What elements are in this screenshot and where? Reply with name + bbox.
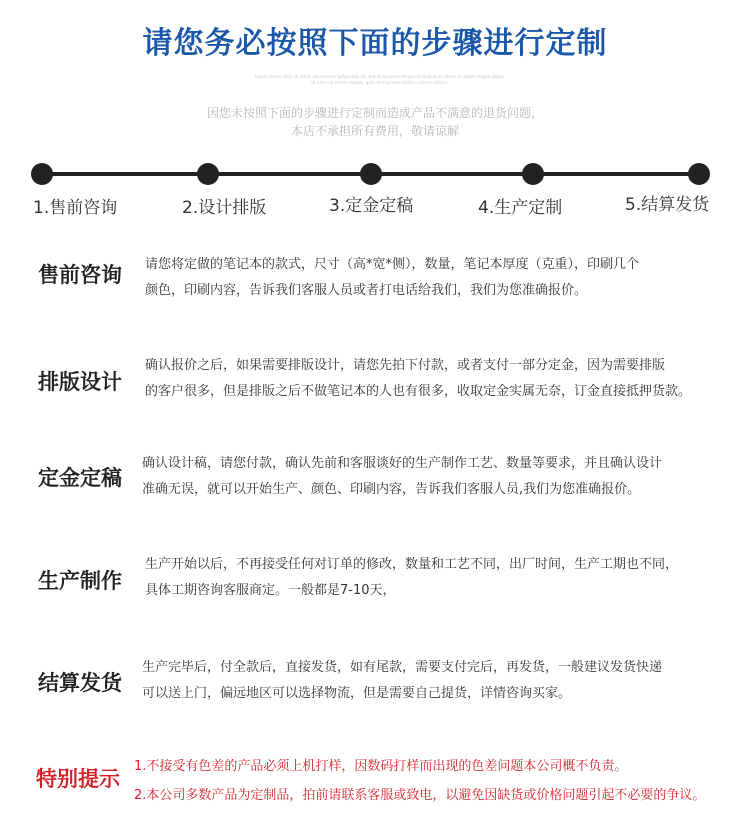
- timeline-label-4: 4.生产定制: [478, 198, 563, 218]
- timeline-label-1: 1.售前咨询: [33, 198, 118, 218]
- step-desc-consult: [145, 252, 745, 304]
- timeline-dot-5: [688, 163, 710, 185]
- step-desc-line: 生产开始以后，不再接受任何对订单的修改，数量和工艺不同，出厂时间，生产工期也不同，: [145, 557, 679, 572]
- step-desc-line: 的客户很多，但是排版之后不做笔记本的人也有很多，收取定金实属无奈，订金直接抵押货款。: [145, 384, 692, 399]
- special-notice-title: 特别提示: [36, 767, 120, 791]
- timeline-label-5: 5.结算发货: [625, 195, 710, 215]
- timeline-dot-3: [360, 163, 382, 185]
- step-desc-design: [145, 353, 745, 405]
- step-desc-shipping: [142, 655, 742, 707]
- step-desc-line: 确认报价之后，如果需要排版设计，请您先拍下付款，或者支付一部分定金，因为需要排版: [145, 358, 666, 373]
- disclaimer-line-2: 本店不承担所有费用，敬请谅解: [290, 124, 459, 138]
- timeline-dot-4: [522, 163, 544, 185]
- step-desc-deposit: [142, 451, 742, 503]
- timeline-dot-2: [197, 163, 219, 185]
- step-title-consult: 售前咨询: [38, 263, 122, 287]
- timeline-label-3: 3.定金定稿: [329, 196, 414, 216]
- step-title-design: 排版设计: [38, 370, 122, 394]
- step-desc-line: 请您将定做的笔记本的款式，尺寸（高*宽*侧），数量，笔记本厚度（克重），印刷几个: [145, 257, 640, 272]
- special-notice-line-1: 1.不接受有色差的产品必须上机打样，因数码打样而出现的色差问题本公司概不负责。: [134, 759, 628, 774]
- step-desc-line: 颜色，印刷内容，告诉我们客服人员或者打电话给我们，我们为您准确报价。: [145, 283, 588, 298]
- special-notice-text: [134, 752, 746, 810]
- step-desc-line: 确认设计稿，请您付款，确认先前和客服谈好的生产制作工艺、数量等要求，并且确认设计: [142, 456, 663, 471]
- timeline-dot-1: [31, 163, 53, 185]
- special-notice-line-2: 2.本公司多数产品为定制品，拍前请联系客服或致电，以避免因缺货或价格问题引起不必要的争议。: [134, 788, 706, 803]
- step-desc-line: 生产完毕后，付全款后，直接发货，如有尾款，需要支付完后，再发货，一般建议发货快递: [142, 660, 663, 675]
- step-desc-line: 准确无误，就可以开始生产、颜色、印刷内容，告诉我们客服人员,我们为您准确报价。: [142, 482, 641, 497]
- step-desc-production: [145, 552, 745, 604]
- step-title-production: 生产制作: [38, 569, 122, 593]
- timeline-label-2: 2.设计排版: [182, 198, 267, 218]
- page-title: 请您务必按照下面的步骤进行定制: [142, 26, 608, 61]
- process-timeline: [0, 160, 750, 220]
- step-title-shipping: 结算发货: [38, 671, 122, 695]
- step-title-deposit: 定金定稿: [38, 466, 122, 490]
- step-desc-line: 具体工期咨询客服商定。一般都是7-10天，: [145, 583, 396, 598]
- decorative-fineprint: Lorem ipsum dolor sit amet, consectetur adipiscing elit, sed do eiusmod tempor incididunt ut labore et dolore magna aliqua. Ut enim ad minim veniam, quis nostrud exercitation ullamco laboris.: [255, 74, 505, 85]
- disclaimer-line-1: 因您未按照下面的步骤进行定制而造成产品不满意的退货问题，: [206, 106, 543, 120]
- step-desc-line: 可以送上门，偏远地区可以选择物流，但是需要自己提货，详情咨询买家。: [142, 686, 572, 701]
